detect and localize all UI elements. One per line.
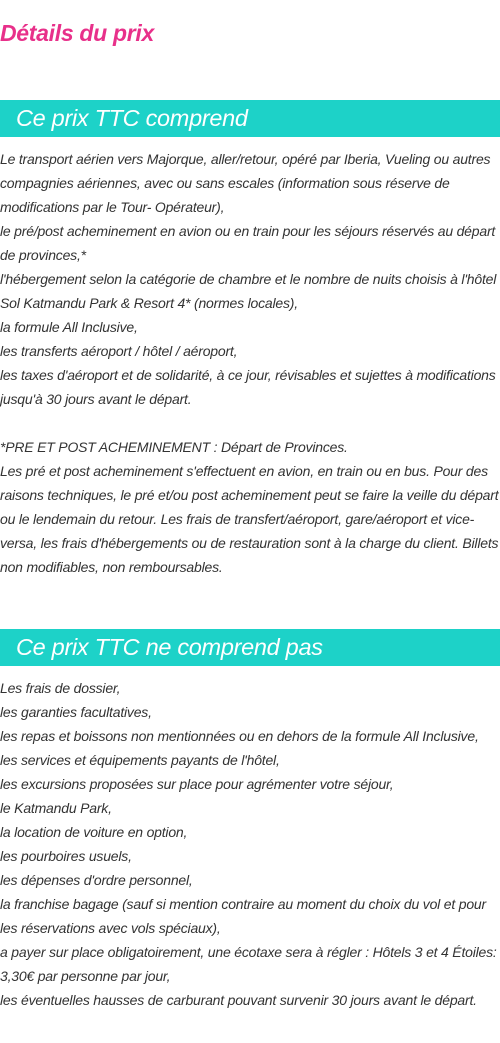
excludes-item: les éventuelles hausses de carburant pouvant survenir 30 jours avant le départ. <box>0 992 477 1008</box>
excludes-item: a payer sur place obligatoirement, une écotaxe sera à régler : Hôtels 3 et 4 Étoiles: 3,30€ par personne par jour, <box>0 944 497 984</box>
excludes-item: la franchise bagage (sauf si mention contraire au moment du choix du vol et pour les réservations avec vols spéciaux), <box>0 896 486 936</box>
excludes-header <box>0 629 500 666</box>
includes-item: les taxes d'aéroport et de solidarité, à ce jour, révisables et sujettes à modifications jusqu'à 30 jours avant le départ. <box>0 367 496 407</box>
includes-header <box>0 100 500 137</box>
includes-item: la formule All Inclusive, <box>0 319 138 335</box>
excludes-title: Ce prix TTC ne comprend pas <box>16 634 323 660</box>
excludes-item: les excursions proposées sur place pour agrémenter votre séjour, <box>0 776 394 792</box>
includes-item: le pré/post acheminement en avion ou en train pour les séjours réservés au départ de provinces,* <box>0 223 496 263</box>
includes-item: l'hébergement selon la catégorie de chambre et le nombre de nuits choisis à l'hôtel Sol Katmandu Park & Resort 4* (normes locales), <box>0 271 497 311</box>
excludes-item: les garanties facultatives, <box>0 704 152 720</box>
excludes-list <box>0 676 500 1012</box>
excludes-item: les services et équipements payants de l'hôtel, <box>0 752 280 768</box>
excludes-item: le Katmandu Park, <box>0 800 112 816</box>
includes-list <box>0 147 500 579</box>
excludes-item: les pourboires usuels, <box>0 848 132 864</box>
acheminement-note-text: Les pré et post acheminement s'effectuent en avion, en train ou en bus. Pour des raisons techniques, le pré et/ou post acheminement peut se faire la veille du départ ou le lendemain du retour. Les frais de transfert/aéroport, gare/aéroport et vice-versa, les frais d'hébergements ou de restauration sont à la charge du client. Billets non modifiables, non remboursables. <box>0 463 499 575</box>
excludes-item: les dépenses d'ordre personnel, <box>0 872 193 888</box>
page-title: Détails du prix <box>0 20 154 46</box>
spacer <box>0 411 500 435</box>
excludes-item: les repas et boissons non mentionnées ou en dehors de la formule All Inclusive, <box>0 728 479 744</box>
includes-item: Le transport aérien vers Majorque, aller/retour, opéré par Iberia, Vueling ou autres compagnies aériennes, avec ou sans escales (information sous réserve de modifications par le Tour- Opérateur), <box>0 151 491 215</box>
includes-item: les transferts aéroport / hôtel / aéroport, <box>0 343 238 359</box>
acheminement-note-title: *PRE ET POST ACHEMINEMENT : Départ de Provinces. <box>0 439 348 455</box>
includes-title: Ce prix TTC comprend <box>16 105 248 131</box>
excludes-item: Les frais de dossier, <box>0 680 121 696</box>
excludes-item: la location de voiture en option, <box>0 824 188 840</box>
